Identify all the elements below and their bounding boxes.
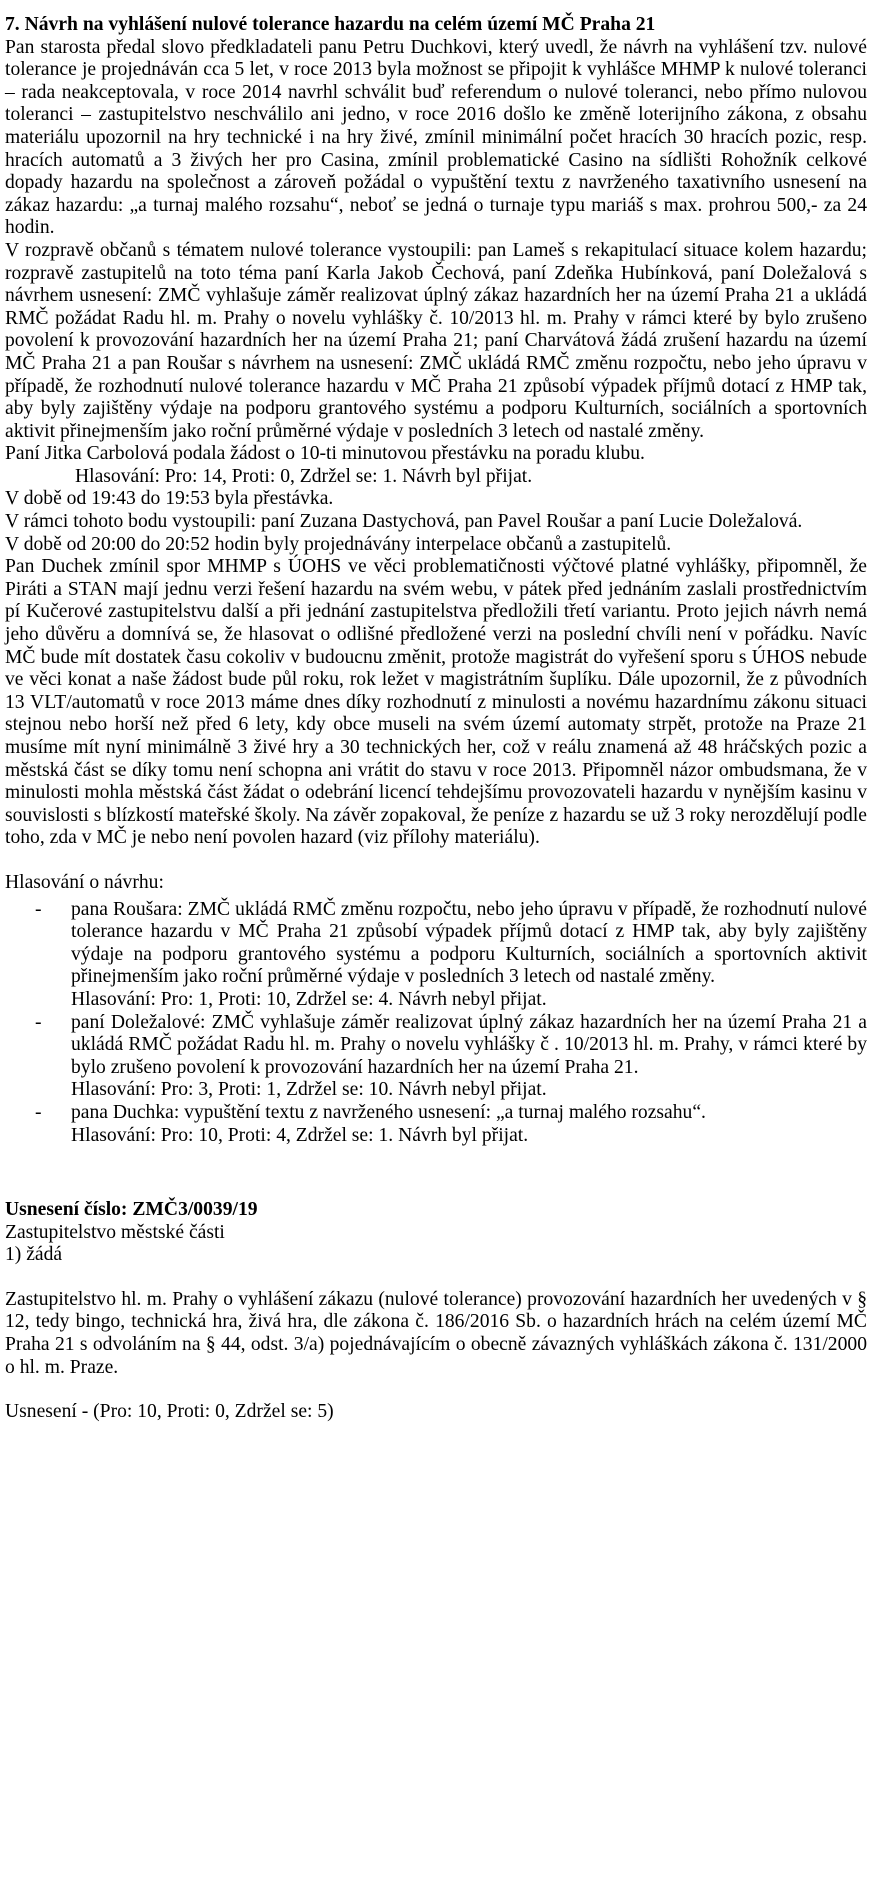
vote-result-break: Hlasování: Pro: 14, Proti: 0, Zdržel se: 1. Návrh byl přijat. <box>75 465 533 487</box>
list-item <box>5 1012 867 1102</box>
dash-bullet: - <box>35 898 42 920</box>
spacer <box>5 1379 867 1401</box>
resolution-vote: Usnesení - (Pro: 10, Proti: 0, Zdržel se: 5) <box>5 1401 334 1423</box>
spacer <box>5 1267 867 1289</box>
proposal-vote-result: Hlasování: Pro: 10, Proti: 4, Zdržel se: 1. Návrh byl přijat. <box>71 1124 529 1146</box>
list-item <box>5 1102 867 1147</box>
paragraph-duchek: Pan Duchek zmínil spor MHMP s ÚOHS ve věci problematičnosti výčtové platné vyhlášky, připomněl, že Piráti a STAN mají jednu verzi řešení hazardu na svém webu, v pátek před jednáním zaslali prostřednictvím pí Kučerové zastupitelstvu další a při jednání zastupitelstva předložili třetí variantu. Proto jejich návrh nemá jeho důvěru a domnívá se, že hlasovat o odlišné předložené verzi na poslední chvíli není v pořádku. Navíc MČ bude mít dostatek času cokoliv v budoucnu změnit, protože magistrát do vyřešení sporu s ÚHOS nebude ve věci konat a naše žádost bude půl roku, rok ležet v magistrátním šuplíku. Dále upozornil, že z původních 13 VLT/automatů v roce 2013 máme dnes díky rozhodnutí z minulosti a novému hazardnímu zákonu situaci stejnou nebo horší než před 6 lety, kdy obce museli na svém území automaty strpět, protože na Praze 21 musíme mít nyní minimálně 3 živé hry a 30 technických her, což v reálu znamená až 48 hráčských pozic a městská část se díky tomu není schopna ani vrátit do stavu v roce 2013. Připomněl názor ombudsmana, že v minulosti mohla městská část žádat o odebrání licencí tehdejšímu provozovateli hazardu v nynějším kasinu v souvislosti s blízkostí mateřské školy. Na závěr zopakoval, že peníze z hazardu se už 3 roky nerozdělují podle toho, zda v MČ je nebo není povolen hazard (viz přílohy materiálu). <box>5 556 867 849</box>
spacer <box>5 1147 867 1199</box>
paragraph-break-time: V době od 19:43 do 19:53 byla přestávka. <box>5 488 334 510</box>
resolution-title: Usnesení číslo: ZMČ3/0039/19 <box>5 1199 258 1221</box>
paragraph-break-request: Paní Jitka Carbolová podala žádost o 10-ti minutovou přestávku na poradu klubu. <box>5 443 645 465</box>
resolution-body: Zastupitelstvo městské části <box>5 1221 225 1243</box>
paragraph-debate: V rozpravě občanů s tématem nulové tolerance vystoupili: pan Lameš s rekapitulací situace kolem hazardu; rozpravě zastupitelů na toto téma paní Karla Jakob Čechová, paní Zdeňka Hubínková, paní Doležalová s návrhem usnesení: ZMČ vyhlašuje záměr realizovat úplný zákaz hazardních her na území Praha 21 a ukládá RMČ požádat Radu hl. m. Prahy o novelu vyhlášky č. 10/2013 hl. m. Prahy v rámci které by bylo zrušeno povolení k provozování hazardních her na území Praha 21; paní Charvátová žádá zrušení hazardu na území MČ Praha 21 a pan Roušar s návrhem na usnesení: ZMČ ukládá RMČ změnu rozpočtu, nebo jeho úpravu v případě, že rozhodnutí nulové tolerance hazardu v MČ Praha 21 způsobí výpadek příjmů dotací z HMP tak, aby byly zajištěny výdaje na podporu grantového systému a podporu Kulturních, sociálních a sportovních aktivit přinejmenším jako roční průměrné výdaje v posledních 3 letech od nastalé změny. <box>5 239 867 442</box>
proposal-text: paní Doležalové: ZMČ vyhlašuje záměr realizovat úplný zákaz hazardních her na území Praha 21 a ukládá RMČ požádat Radu hl. m. Prahy o novelu vyhlášky č . 10/2013 hl. m. Prahy, v rámci které by bylo zrušeno povolení k provozování hazardních her na území Praha 21. <box>71 1011 867 1078</box>
voting-label: Hlasování o návrhu: <box>5 871 164 893</box>
proposal-text: pana Roušara: ZMČ ukládá RMČ změnu rozpočtu, nebo jeho úpravu v případě, že rozhodnutí nulové tolerance hazardu v MČ Praha 21 způsobí výpadek příjmů dotací z HMP tak, aby byly zajištěny výdaje na podporu grantového systému a podporu Kulturních, sociálních a sportovních aktivit přinejmenším jako roční průměrné výdaje v posledních 3 letech od nastalé změny. <box>71 898 867 988</box>
paragraph-chairman-intro: Pan starosta předal slovo předkladateli panu Petru Duchkovi, který uvedl, že návrh na vyhlášení tzv. nulové tolerance je projednáván cca 5 let, v roce 2013 byla možnost se připojit k vyhlášce MHMP k nulové toleranci – rada neakceptovala, v roce 2014 navrhl schválit buď referendum o nulové toleranci, nebo přímo nulovou toleranci – zastupitelstvo neschválilo ani jedno, v roce 2016 došlo ke změně loterijního zákona, z obsahu materiálu upozornil na hry technické i na hry živé, zmínil minimální počet hracích 30 hracích pozic, resp. hracích automatů a 3 živých her pro Casina, zmínil problematické Casino na sídlišti Rohožník celkové dopady hazardu na společnost a zároveň požádal o vypuštění textu z navrženého taxativního usnesení na zákaz hazardu: „a turnaj malého rozsahu“, neboť se jedná o turnaje typu mariáš s max. prohrou 500,- za 24 hodin. <box>5 36 867 239</box>
dash-bullet: - <box>35 1101 42 1123</box>
resolution-text: Zastupitelstvo hl. m. Prahy o vyhlášení zákazu (nulové tolerance) provozování hazardních her uvedených v § 12, tedy bingo, technická hra, živá hra, dle zákona č. 186/2016 Sb. o hazardních hrách na celém území MČ Praha 21 s odvoláním na § 44, odst. 3/a) pojednávajícím o obecně závazných vyhláškách zákona č. 131/2000 o hl. m. Praze. <box>5 1288 867 1378</box>
list-item <box>5 899 867 1012</box>
voting-list <box>5 899 867 1148</box>
resolution-point: 1) žádá <box>5 1244 63 1266</box>
paragraph-interpellations: V době od 20:00 do 20:52 hodin byly projednávány interpelace občanů a zastupitelů. <box>5 533 672 555</box>
proposal-text: pana Duchka: vypuštění textu z navrženého usnesení: „a turnaj malého rozsahu“. <box>71 1101 706 1123</box>
paragraph-speakers: V rámci tohoto bodu vystoupili: paní Zuzana Dastychová, pan Pavel Roušar a paní Lucie Doležalová. <box>5 511 803 533</box>
proposal-vote-result: Hlasování: Pro: 1, Proti: 10, Zdržel se: 4. Návrh nebyl přijat. <box>71 988 547 1010</box>
proposal-vote-result: Hlasování: Pro: 3, Proti: 1, Zdržel se: 10. Návrh nebyl přijat. <box>71 1079 547 1101</box>
spacer <box>5 850 867 872</box>
section-heading: 7. Návrh na vyhlášení nulové tolerance hazardu na celém území MČ Praha 21 <box>5 14 656 35</box>
dash-bullet: - <box>35 1011 42 1033</box>
